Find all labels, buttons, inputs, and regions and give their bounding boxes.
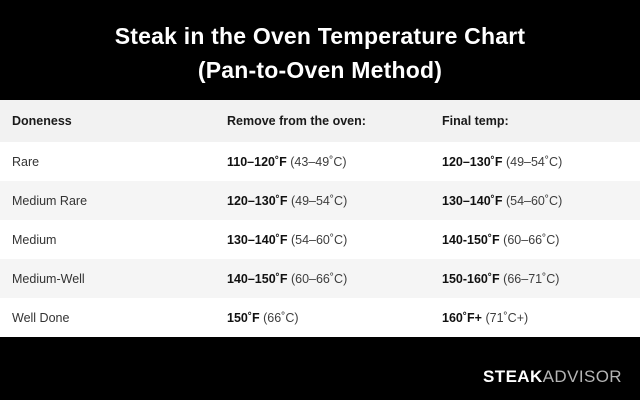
cell-remove-temp [227, 233, 442, 247]
temperature-table [0, 100, 640, 337]
remove-temp-fahrenheit: 150˚F [227, 310, 260, 325]
table-row [0, 142, 640, 181]
table-row [0, 298, 640, 337]
cell-doneness: Medium Rare [12, 193, 88, 208]
final-temp-celsius: (66–71˚C) [503, 271, 560, 286]
cell-remove-temp [227, 311, 442, 325]
cell-doneness: Well Done [12, 310, 70, 325]
final-temp-fahrenheit: 130–140˚F [442, 193, 503, 208]
remove-temp-celsius: (60–66˚C) [290, 271, 348, 286]
table-row [0, 220, 640, 259]
cell-remove-temp [227, 194, 442, 208]
column-header-final-temp: Final temp: [442, 114, 509, 128]
cell-doneness: Medium [12, 232, 57, 247]
final-temp-celsius: (54–60˚C) [505, 193, 563, 208]
table-row [0, 181, 640, 220]
cell-doneness: Rare [12, 154, 40, 169]
page-subtitle: (Pan-to-Oven Method) [197, 57, 443, 83]
final-temp-fahrenheit: 150-160˚F [442, 271, 500, 286]
remove-temp-fahrenheit: 130–140˚F [227, 232, 288, 247]
remove-temp-celsius: (66˚C) [263, 310, 299, 325]
column-header-remove-from-oven: Remove from the oven: [227, 114, 366, 128]
remove-temp-fahrenheit: 120–130˚F [227, 193, 288, 208]
cell-final-temp [442, 233, 628, 247]
remove-temp-fahrenheit: 140–150˚F [227, 271, 288, 286]
final-temp-fahrenheit: 120–130˚F [442, 154, 503, 169]
remove-temp-celsius: (49–54˚C) [290, 193, 348, 208]
brand-name-primary: STEAK [483, 366, 543, 386]
chart-header [0, 0, 640, 100]
chart-footer [0, 353, 640, 400]
table-header-row [0, 100, 640, 142]
final-temp-fahrenheit: 160˚F+ [442, 310, 482, 325]
cell-doneness: Medium-Well [12, 271, 85, 286]
cell-final-temp [442, 194, 628, 208]
final-temp-fahrenheit: 140-150˚F [442, 232, 500, 247]
remove-temp-fahrenheit: 110–120˚F [227, 154, 287, 169]
page-title: Steak in the Oven Temperature Chart [114, 23, 526, 49]
remove-temp-celsius: (54–60˚C) [290, 232, 348, 247]
final-temp-celsius: (60–66˚C) [503, 232, 560, 247]
cell-remove-temp [227, 272, 442, 286]
brand-name-secondary: ADVISOR [542, 366, 622, 386]
final-temp-celsius: (71˚C+) [485, 310, 529, 325]
column-header-doneness: Doneness [12, 114, 72, 128]
table-row [0, 259, 640, 298]
cell-final-temp [442, 155, 628, 169]
remove-temp-celsius: (43–49˚C) [290, 154, 347, 169]
final-temp-celsius: (49–54˚C) [505, 154, 563, 169]
cell-final-temp [442, 311, 628, 325]
cell-final-temp [442, 272, 628, 286]
brand-logo [483, 367, 622, 387]
cell-remove-temp [227, 155, 442, 169]
